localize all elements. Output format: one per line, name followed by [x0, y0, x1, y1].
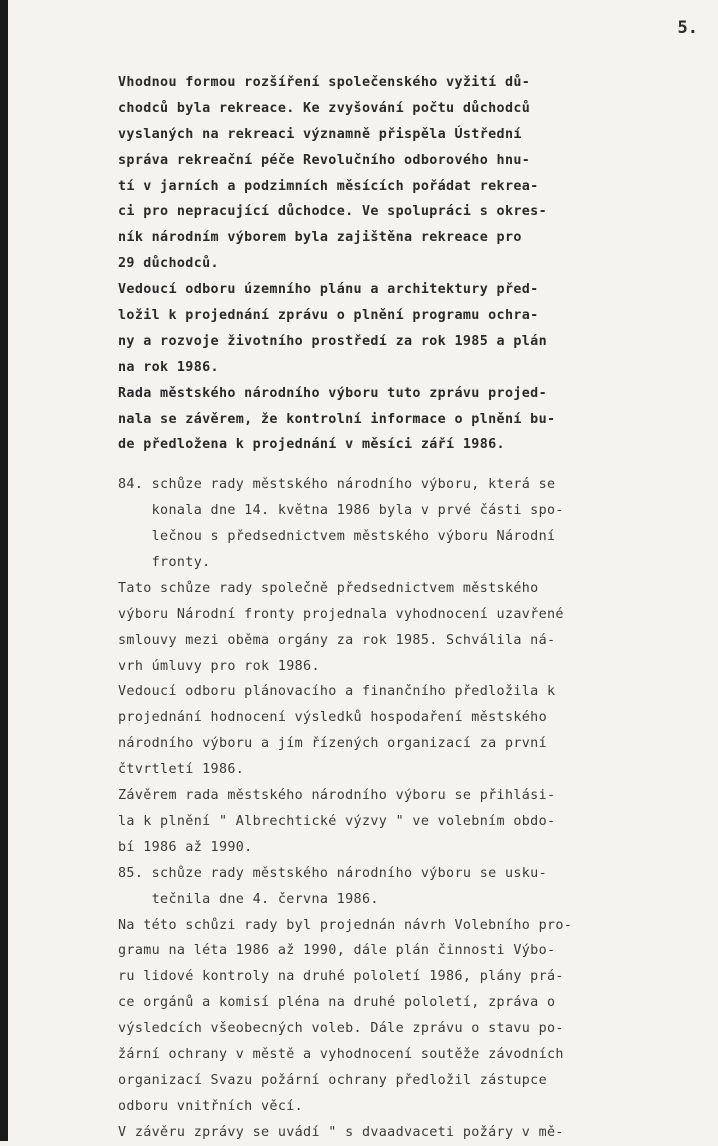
text-line: čtvrtletí 1986. [118, 762, 245, 778]
text-line: Na této schůzi rady byl projednán návrh Volebního pro- [118, 917, 573, 933]
text-line: výboru Národní fronty projednala vyhodnocení uzavřené [118, 606, 564, 622]
text-line: gramu na léta 1986 až 1990, dále plán činnosti Výbo- [118, 943, 556, 959]
text-line: Vedoucí odboru územního plánu a architektury před- [118, 282, 539, 298]
text-line: Vhodnou formou rozšíření společenského vyžití dů- [118, 75, 531, 90]
text-line: de předložena k projednání v měsíci září 1986. [118, 437, 505, 453]
paragraph-block-2 [118, 472, 678, 1145]
paragraph-gap [118, 458, 678, 472]
text-line: ru lidové kontroly na druhé pololetí 1986, plány prá- [118, 969, 564, 985]
page-left-edge-shadow [0, 0, 8, 1141]
text-line: výsledcích všeobecných voleb. Dále zprávu o stavu po- [118, 1021, 564, 1037]
text-line: fronty. [118, 555, 211, 571]
text-line: konala dne 14. května 1986 byla v prvé části spo- [118, 503, 564, 519]
text-line: 29 důchodců. [118, 256, 219, 272]
text-line: chodců byla rekreace. Ke zvyšování počtu důchodců [118, 100, 531, 116]
text-line: 84. schůze rady městského národního výboru, která se [118, 477, 556, 493]
paragraph-block-1 [118, 70, 678, 458]
text-line: lečnou s předsednictvem městského výboru Národní [118, 529, 556, 545]
text-line: ci pro nepracující důchodce. Ve spolupráci s okres- [118, 204, 548, 220]
text-line: Vedoucí odboru plánovacího a finančního předložila k [118, 684, 556, 700]
text-line: vrh úmluvy pro rok 1986. [118, 658, 320, 674]
text-line: smlouvy mezi oběma orgány za rok 1985. Schválila ná- [118, 632, 556, 648]
text-line: vyslaných na rekreaci významně přispěla Ústřední [118, 126, 522, 142]
document-body [118, 70, 678, 1146]
text-line: odboru vnitřních věcí. [118, 1098, 304, 1114]
text-line: 85. schůze rady městského národního výboru se usku- [118, 865, 548, 881]
text-line: ce orgánů a komisí pléna na druhé pololetí, zpráva o [118, 995, 556, 1011]
text-line: ny a rozvoje životního prostředí za rok 1985 a plán [118, 333, 548, 349]
text-line: ložil k projednání zprávu o plnění programu ochra- [118, 308, 539, 324]
text-line: ník národním výborem byla zajištěna rekreace pro [118, 230, 522, 246]
text-line: Rada městského národního výboru tuto zprávu projed- [118, 385, 548, 401]
text-line: tí v jarních a podzimních měsících pořádat rekrea- [118, 178, 539, 194]
text-line: bí 1986 až 1990. [118, 839, 253, 855]
text-line: projednání hodnocení výsledků hospodaření městského [118, 710, 548, 726]
text-line: tečnila dne 4. června 1986. [118, 891, 379, 907]
text-line: žární ochrany v městě a vyhodnocení soutěže závodních [118, 1046, 564, 1062]
text-line: la k plnění " Albrechtické výzvy " ve volebním obdo- [118, 813, 556, 829]
text-line: V závěru zprávy se uvádí " s dvaadvaceti požáry v mě- [118, 1124, 564, 1140]
text-line: nala se závěrem, že kontrolní informace o plnění bu- [118, 411, 556, 427]
text-line: správa rekreační péče Revolučního odborového hnu- [118, 152, 531, 168]
text-line: národního výboru a jím řízených organizací za první [118, 736, 548, 752]
text-line: na rok 1986. [118, 359, 219, 375]
text-line: Závěrem rada městského národního výboru se přihlási- [118, 788, 556, 804]
text-line: Tato schůze rady společně předsednictvem městského [118, 580, 539, 596]
text-line: organizací Svazu požární ochrany předložil zástupce [118, 1072, 548, 1088]
page-number: 5. [677, 18, 698, 38]
